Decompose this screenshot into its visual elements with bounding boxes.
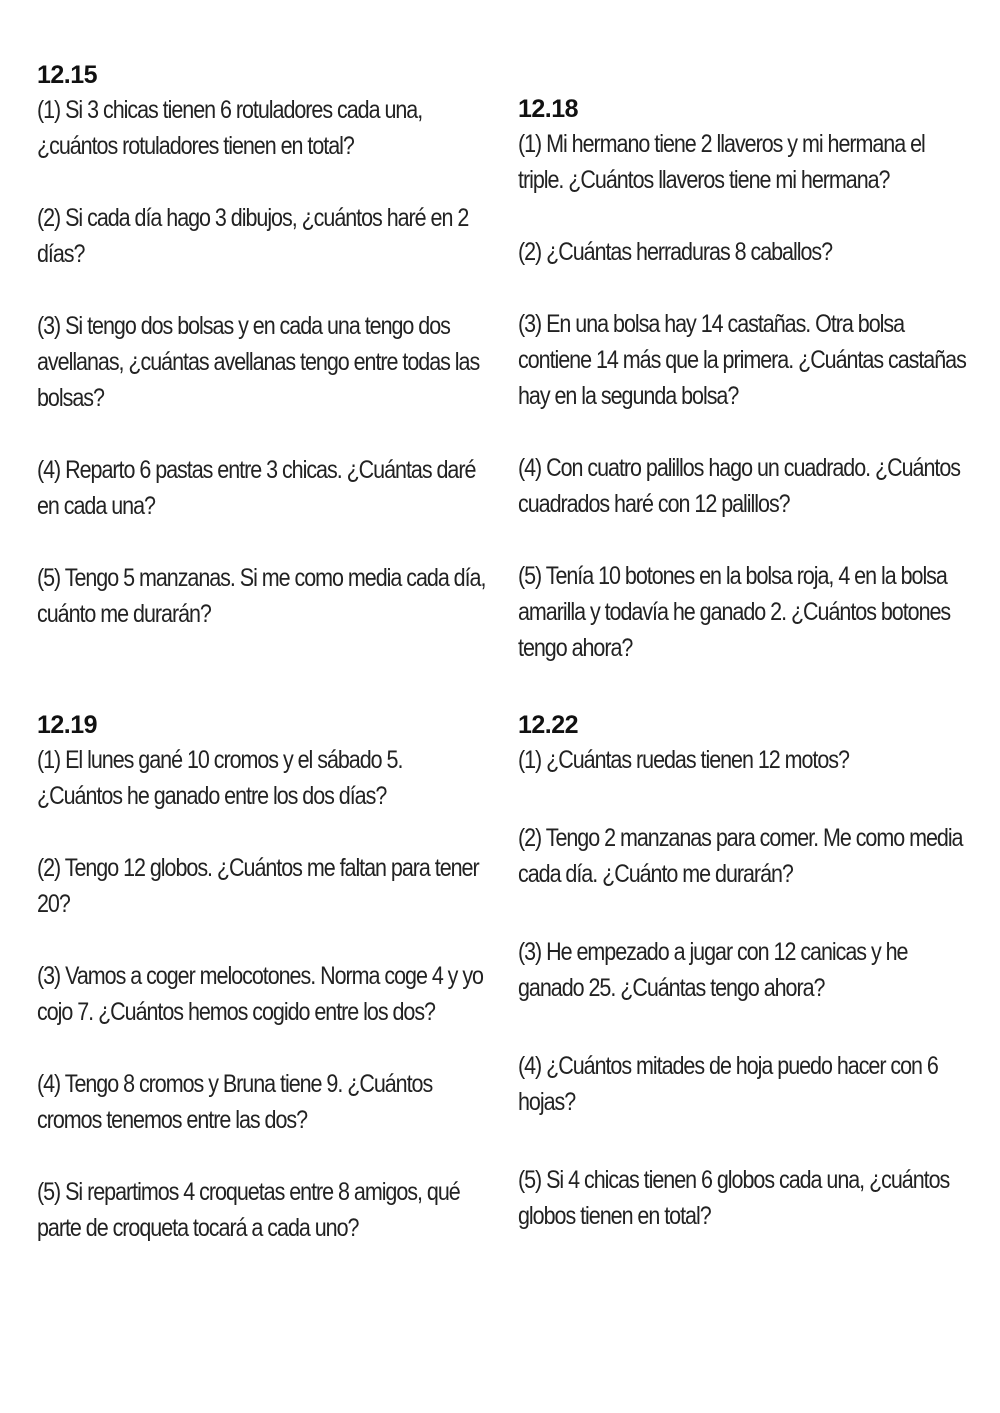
problem-1: (1) ¿Cuántas ruedas tienen 12 motos? <box>518 746 849 774</box>
problem-5: (5) Tengo 5 manzanas. Si me como media cada día, cuánto me durarán? <box>37 564 486 628</box>
section-title: 12.19 <box>37 711 98 739</box>
section-12-15 <box>37 58 487 632</box>
problem-4: (4) Reparto 6 pastas entre 3 chicas. ¿Cuántas daré en cada una? <box>37 456 476 520</box>
problem-4: (4) Tengo 8 cromos y Bruna tiene 9. ¿Cuántos cromos tenemos entre las dos? <box>37 1070 433 1134</box>
problem-2: (2) Tengo 12 globos. ¿Cuántos me faltan para tener 20? <box>37 854 479 918</box>
section-12-19 <box>37 708 487 1246</box>
section-title: 12.15 <box>37 61 98 89</box>
problem-5: (5) Tenía 10 botones en la bolsa roja, 4 en la bolsa amarilla y todavía he ganado 2. ¿Cuántos botones tengo ahora? <box>518 562 951 662</box>
problem-3: (3) He empezado a jugar con 12 canicas y he ganado 25. ¿Cuántas tengo ahora? <box>518 938 908 1002</box>
problem-3: (3) En una bolsa hay 14 castañas. Otra bolsa contiene 14 más que la primera. ¿Cuántas castañas hay en la segunda bolsa? <box>518 310 966 410</box>
section-12-18 <box>518 92 968 666</box>
problem-5: (5) Si 4 chicas tienen 6 globos cada una, ¿cuántos globos tienen en total? <box>518 1166 950 1230</box>
problem-3: (3) Vamos a coger melocotones. Norma coge 4 y yo cojo 7. ¿Cuántos hemos cogido entre los dos? <box>37 962 483 1026</box>
problem-1: (1) Si 3 chicas tienen 6 rotuladores cada una, ¿cuántos rotuladores tienen en total? <box>37 96 423 160</box>
problem-2: (2) ¿Cuántas herraduras 8 caballos? <box>518 238 833 266</box>
section-title: 12.18 <box>518 95 579 123</box>
section-12-22 <box>518 708 968 1234</box>
problem-5: (5) Si repartimos 4 croquetas entre 8 amigos, qué parte de croqueta tocará a cada uno? <box>37 1178 460 1242</box>
problem-1: (1) El lunes gané 10 cromos y el sábado 5. ¿Cuántos he ganado entre los dos días? <box>37 746 403 810</box>
problem-3: (3) Si tengo dos bolsas y en cada una tengo dos avellanas, ¿cuántas avellanas tengo entre todas las bolsas? <box>37 312 480 412</box>
problem-2: (2) Tengo 2 manzanas para comer. Me como media cada día. ¿Cuánto me durarán? <box>518 824 963 888</box>
problem-4: (4) ¿Cuántos mitades de hoja puedo hacer con 6 hojas? <box>518 1052 938 1116</box>
problem-4: (4) Con cuatro palillos hago un cuadrado. ¿Cuántos cuadrados haré con 12 palillos? <box>518 454 960 518</box>
problem-1: (1) Mi hermano tiene 2 llaveros y mi hermana el triple. ¿Cuántos llaveros tiene mi hermana? <box>518 130 925 194</box>
section-title: 12.22 <box>518 711 579 739</box>
problem-2: (2) Si cada día hago 3 dibujos, ¿cuántos haré en 2 días? <box>37 204 469 268</box>
